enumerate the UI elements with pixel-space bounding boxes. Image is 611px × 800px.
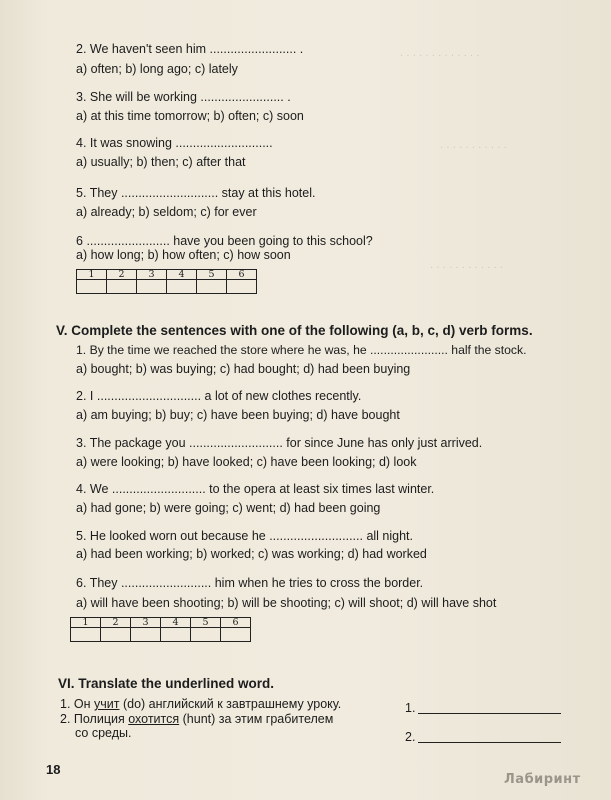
grid-answer-cell[interactable] [137,280,167,294]
grid-number: 3 [137,270,167,280]
vi-item-2: 2. Полиция охотится (hunt) за этим грабителем [60,712,334,726]
sentence-5: 5. They ............................ stay at this hotel. [76,186,316,200]
answer-1-line[interactable] [418,712,561,714]
v-sentence-5: 5. He looked worn out because he ........................... all night. [76,529,414,543]
sentence-2: 2. We haven't seen him ......................... . [76,42,304,56]
bleed-through-text: . . . . . . . . . . . . . [400,48,480,59]
sentence-4: 4. It was snowing ............................ [76,136,273,150]
answer-2-line[interactable] [418,741,561,743]
grid-number: 6 [227,270,257,280]
vi-item-2-continued: со среды. [75,726,132,740]
answer-grid-header-row [71,618,251,628]
grid-number: 3 [131,618,161,628]
watermark-logo: Лабиринт [504,772,581,787]
options-4: a) usually; b) then; c) after that [76,155,246,169]
vi-item-1: 1. Он учит (do) английский к завтрашнему уроку. [60,697,342,711]
grid-answer-cell[interactable] [77,280,107,294]
v-options-3: a) were looking; b) have looked; c) have been looking; d) look [76,455,417,469]
bleed-through-text: . . . . . . . . . . . . [430,260,504,271]
grid-number: 5 [191,618,221,628]
grid-number: 1 [77,270,107,280]
v-options-1: a) bought; b) was buying; c) had bought; d) had been buying [76,362,411,376]
grid-answer-cell[interactable] [221,628,251,642]
options-6: a) how long; b) how often; c) how soon [76,248,291,262]
v-sentence-3: 3. The package you ........................... for since June has only just arrived. [76,436,483,450]
v-options-4: a) had gone; b) were going; c) went; d) had been going [76,501,381,515]
underlined-word-1: учит [94,697,120,711]
grid-answer-cell[interactable] [191,628,221,642]
grid-number: 5 [197,270,227,280]
exercise-v-title: V. Complete the sentences with one of the following (a, b, c, d) verb forms. [56,323,533,338]
grid-answer-cell[interactable] [71,628,101,642]
answer-1-label: 1. [405,701,416,715]
answer-2-label: 2. [405,730,416,744]
grid-number: 4 [167,270,197,280]
v-sentence-4: 4. We ........................... to the opera at least six times last winter. [76,482,435,496]
answer-grid-v [70,617,251,642]
grid-answer-cell[interactable] [107,280,137,294]
underlined-word-2: охотится [128,712,180,726]
sentence-3: 3. She will be working ........................ . [76,90,291,104]
grid-number: 2 [101,618,131,628]
v-sentence-2: 2. I .............................. a lot of new clothes recently. [76,389,362,403]
options-5: a) already; b) seldom; c) for ever [76,205,257,219]
v-sentence-1: 1. By the time we reached the store where he was, he ....................... half the stock. [76,343,527,357]
grid-answer-cell[interactable] [161,628,191,642]
v-options-2: a) am buying; b) buy; c) have been buying; d) have bought [76,408,400,422]
page-number: 18 [46,762,61,777]
grid-number: 2 [107,270,137,280]
v-options-5: a) had been working; b) worked; c) was working; d) had worked [76,547,427,561]
answer-grid-blank-row [77,280,257,294]
grid-number: 6 [221,618,251,628]
exercise-vi-title: VI. Translate the underlined word. [58,676,275,691]
grid-answer-cell[interactable] [101,628,131,642]
answer-grid-prev [76,269,257,294]
grid-answer-cell[interactable] [167,280,197,294]
bleed-through-text: . . . . . . . . . . . [440,140,507,151]
answer-grid-blank-row [71,628,251,642]
grid-answer-cell[interactable] [197,280,227,294]
grid-number: 4 [161,618,191,628]
grid-answer-cell[interactable] [131,628,161,642]
grid-number: 1 [71,618,101,628]
answer-grid-header-row [77,270,257,280]
v-sentence-6: 6. They .......................... him when he tries to cross the border. [76,576,424,590]
v-options-6: a) will have been shooting; b) will be shooting; c) will shoot; d) will have shot [76,596,497,610]
options-3: a) at this time tomorrow; b) often; c) soon [76,109,304,123]
grid-answer-cell[interactable] [227,280,257,294]
options-2: a) often; b) long ago; c) lately [76,62,238,76]
sentence-6: 6 ........................ have you been going to this school? [76,234,373,248]
